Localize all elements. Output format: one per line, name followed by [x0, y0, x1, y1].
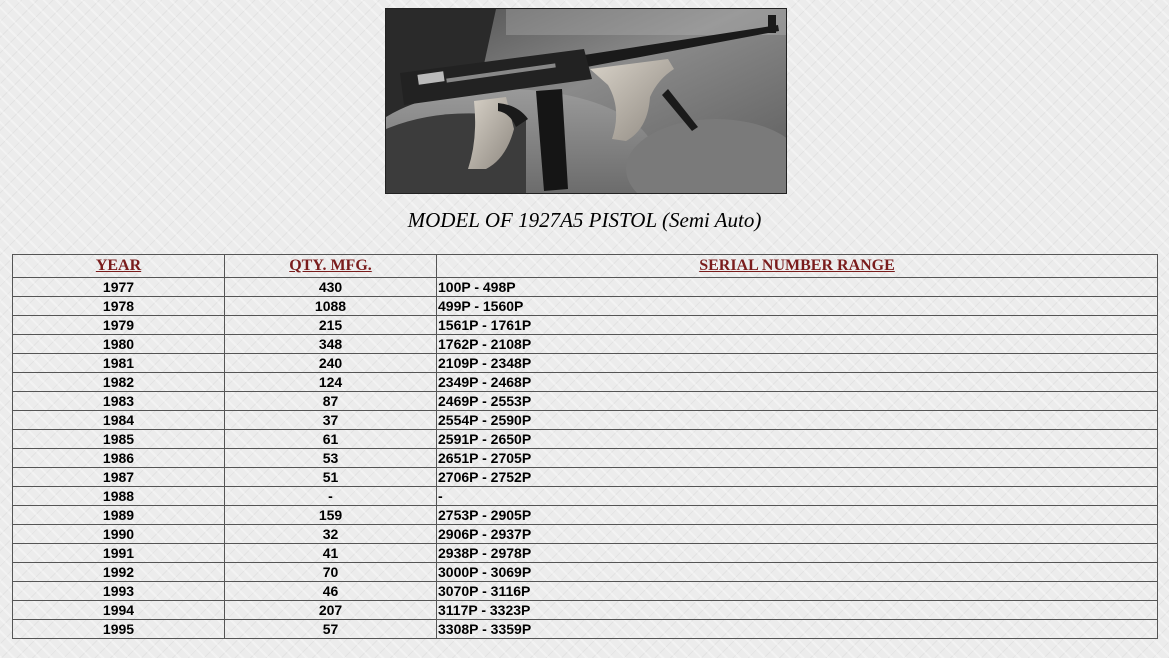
table-row — [13, 468, 1158, 487]
table-row — [13, 449, 1158, 468]
qty-cell: 1088 — [225, 297, 437, 316]
table-row — [13, 278, 1158, 297]
serial-range-cell: - — [437, 487, 1158, 506]
year-cell: 1984 — [13, 411, 225, 430]
serial-range-cell: 1762P - 2108P — [437, 335, 1158, 354]
qty-cell: 87 — [225, 392, 437, 411]
qty-cell: 215 — [225, 316, 437, 335]
year-column-header[interactable]: YEAR — [13, 255, 225, 278]
serial-range-cell: 2651P - 2705P — [437, 449, 1158, 468]
serial-range-cell: 100P - 498P — [437, 278, 1158, 297]
serial-range-cell: 2109P - 2348P — [437, 354, 1158, 373]
qty-cell: 37 — [225, 411, 437, 430]
year-cell: 1990 — [13, 525, 225, 544]
year-cell: 1995 — [13, 620, 225, 639]
qty-cell: 124 — [225, 373, 437, 392]
table-row — [13, 430, 1158, 449]
year-cell: 1983 — [13, 392, 225, 411]
table-row — [13, 525, 1158, 544]
submachine-gun-photo-icon — [386, 9, 786, 193]
qty-cell: - — [225, 487, 437, 506]
gun-photo — [385, 8, 787, 194]
table-row — [13, 316, 1158, 335]
serial-range-cell: 2554P - 2590P — [437, 411, 1158, 430]
serial-range-cell: 2906P - 2937P — [437, 525, 1158, 544]
photo-caption — [0, 208, 1169, 233]
year-cell: 1991 — [13, 544, 225, 563]
table-row — [13, 487, 1158, 506]
qty-cell: 57 — [225, 620, 437, 639]
table-row — [13, 620, 1158, 639]
year-cell: 1986 — [13, 449, 225, 468]
table-row — [13, 354, 1158, 373]
serial-range-cell: 2938P - 2978P — [437, 544, 1158, 563]
qty-cell: 240 — [225, 354, 437, 373]
serial-range-cell: 2591P - 2650P — [437, 430, 1158, 449]
year-cell: 1979 — [13, 316, 225, 335]
serial-range-column-header[interactable]: SERIAL NUMBER RANGE — [437, 255, 1158, 278]
qty-cell: 32 — [225, 525, 437, 544]
serial-range-cell: 2349P - 2468P — [437, 373, 1158, 392]
qty-cell: 430 — [225, 278, 437, 297]
caption-model: MODEL OF 1927A5 PISTOL — [407, 208, 657, 232]
table-row — [13, 411, 1158, 430]
serial-range-cell: 2706P - 2752P — [437, 468, 1158, 487]
table-row — [13, 297, 1158, 316]
caption-note: (Semi Auto) — [662, 208, 762, 232]
qty-cell: 53 — [225, 449, 437, 468]
qty-column-header[interactable]: QTY. MFG. — [225, 255, 437, 278]
qty-cell: 70 — [225, 563, 437, 582]
year-cell: 1982 — [13, 373, 225, 392]
table-header-row — [13, 255, 1158, 278]
table-row — [13, 563, 1158, 582]
table-row — [13, 582, 1158, 601]
qty-cell: 51 — [225, 468, 437, 487]
table-row — [13, 601, 1158, 620]
qty-cell: 348 — [225, 335, 437, 354]
year-cell: 1989 — [13, 506, 225, 525]
serial-range-cell: 3117P - 3323P — [437, 601, 1158, 620]
serial-range-cell: 2753P - 2905P — [437, 506, 1158, 525]
serial-range-cell: 1561P - 1761P — [437, 316, 1158, 335]
year-cell: 1994 — [13, 601, 225, 620]
serial-number-table — [12, 254, 1158, 639]
qty-cell: 159 — [225, 506, 437, 525]
year-cell: 1987 — [13, 468, 225, 487]
year-cell: 1988 — [13, 487, 225, 506]
qty-cell: 46 — [225, 582, 437, 601]
table-row — [13, 392, 1158, 411]
year-cell: 1978 — [13, 297, 225, 316]
table-row — [13, 506, 1158, 525]
year-cell: 1981 — [13, 354, 225, 373]
qty-cell: 41 — [225, 544, 437, 563]
serial-range-cell: 3070P - 3116P — [437, 582, 1158, 601]
table-row — [13, 544, 1158, 563]
year-cell: 1977 — [13, 278, 225, 297]
year-cell: 1985 — [13, 430, 225, 449]
serial-range-cell: 499P - 1560P — [437, 297, 1158, 316]
serial-range-cell: 2469P - 2553P — [437, 392, 1158, 411]
qty-cell: 61 — [225, 430, 437, 449]
qty-cell: 207 — [225, 601, 437, 620]
serial-range-cell: 3000P - 3069P — [437, 563, 1158, 582]
year-cell: 1980 — [13, 335, 225, 354]
year-cell: 1992 — [13, 563, 225, 582]
table-row — [13, 373, 1158, 392]
year-cell: 1993 — [13, 582, 225, 601]
serial-range-cell: 3308P - 3359P — [437, 620, 1158, 639]
table-row — [13, 335, 1158, 354]
